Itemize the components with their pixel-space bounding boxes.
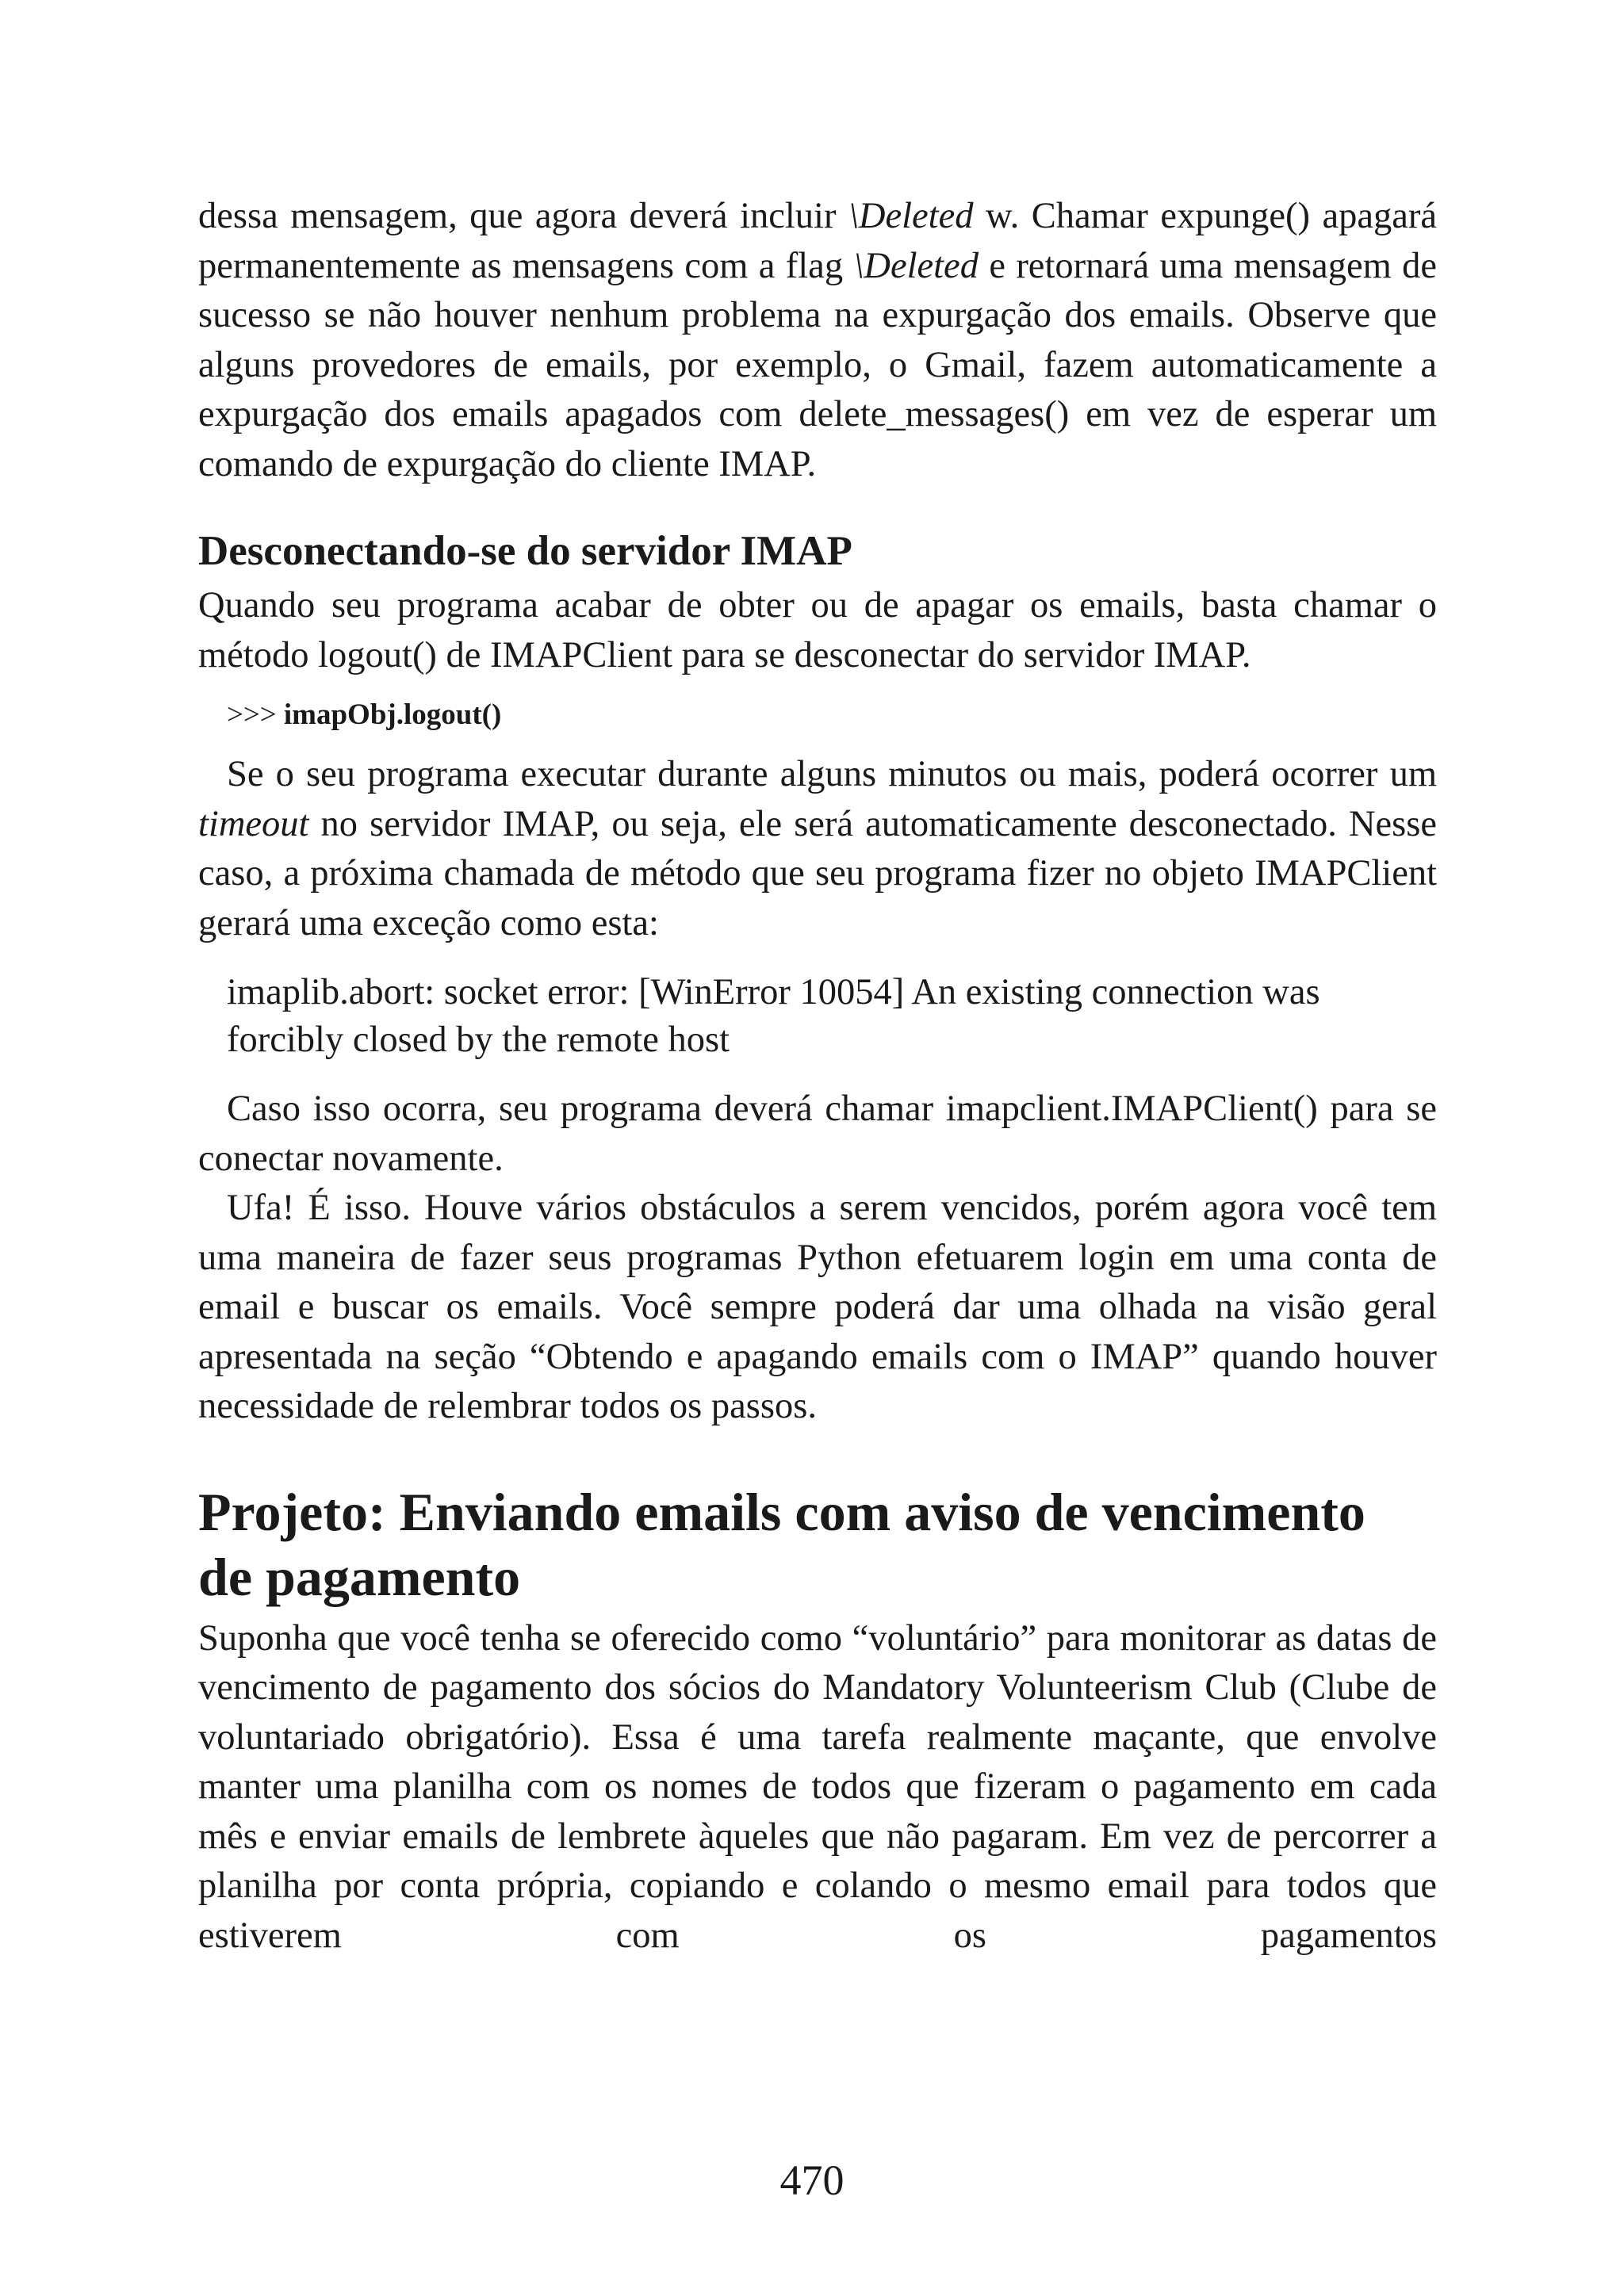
section-heading-disconnect: Desconectando-se do servidor IMAP — [198, 528, 852, 574]
disconnect-paragraph-1: Quando seu programa acabar de obter ou de apagar os emails, basta chamar o método logout() de IMAPClient para se desconectar do servidor IMAP. — [198, 585, 1437, 675]
intro-text-c: w. Chamar expunge() apagará permanentemente as mensagens com a flag — [198, 196, 1437, 286]
disconnect-paragraph-3: Caso isso ocorra, seu programa deverá chamar imapclient.IMAPClient() para se conectar novamente. — [198, 1089, 1437, 1179]
code-command: imapObj.logout() — [283, 698, 502, 731]
deleted-flag-2: \Deleted — [853, 245, 979, 286]
page-number: 470 — [779, 2156, 845, 2204]
page-content — [198, 192, 1437, 1961]
error-line-2: forcibly closed by the remote host — [227, 1020, 730, 1060]
timeout-term: timeout — [198, 803, 309, 844]
intro-text-a: dessa mensagem, que agora deverá incluir — [198, 196, 848, 236]
disconnect-paragraph-4: Ufa! É isso. Houve vários obstáculos a serem vencidos, porém agora você tem uma maneira de fazer seus programas Python efetuarem login em uma conta de email e buscar os emails. Você sempre poderá dar uma olhada na visão geral apresentada na seção “Obtendo e apagando emails com o IMAP” quando houver necessidade de relembrar todos os passos. — [198, 1188, 1437, 1426]
timeout-text-a: Se o seu programa executar durante alguns minutos ou mais, poderá ocorrer um — [227, 754, 1437, 794]
deleted-flag-1: \Deleted — [848, 196, 974, 236]
code-logout — [198, 696, 1437, 734]
error-block — [198, 969, 1437, 1064]
error-line-1: imaplib.abort: socket error: [WinError 10054] An existing connection was — [227, 972, 1320, 1012]
project-heading-line-2: de pagamento — [198, 1546, 521, 1607]
code-prompt: >>> — [227, 698, 284, 731]
project-heading-line-1: Projeto: Enviando emails com aviso de vencimento — [198, 1481, 1365, 1542]
project-paragraph-1: Suponha que você tenha se oferecido como “voluntário” para monitorar as datas de vencimento de pagamento dos sócios do Mandatory Volunteerism Club (Clube de voluntariado obrigatório). Essa é uma tarefa realmente maçante, que envolve manter uma planilha com os nomes de todos que fizeram o pagamento em cada mês e enviar emails de lembrete àqueles que não pagaram. Em vez de percorrer a planilha por conta própria, copiando e colando o mesmo email para todos que estiverem com os pagamentos — [198, 1617, 1437, 1956]
timeout-text-c: no servidor IMAP, ou seja, ele será automaticamente desconectado. Nesse caso, a próxima chamada de método que seu programa fizer no objeto IMAPClient gerará uma exceção como esta: — [198, 803, 1437, 943]
section-heading-project — [198, 1479, 1437, 1609]
intro-paragraph — [198, 192, 1437, 489]
intro-text-e: e retornará uma mensagem de sucesso se não houver nenhum problema na expurgação dos emails. Observe que alguns provedores de emails, por exemplo, o Gmail, fazem automaticamente a expurgação dos emails apagados com delete_messages() em vez de esperar um comando de expurgação do cliente IMAP. — [198, 245, 1437, 484]
disconnect-paragraph-2 — [198, 750, 1437, 948]
